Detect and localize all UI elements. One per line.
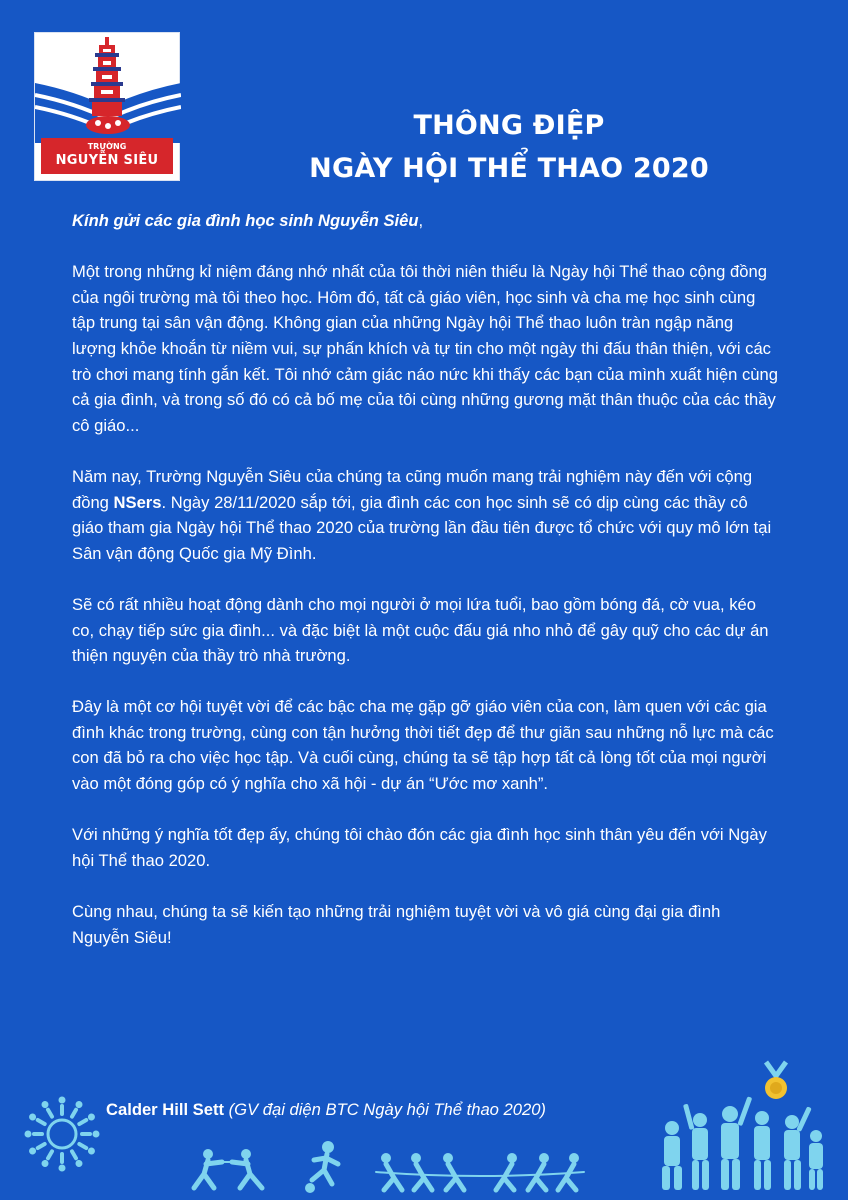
celebrating-team-icon (658, 1096, 828, 1192)
logo-school-name: NGUYỄN SIÊU (55, 153, 159, 168)
greeting-suffix: , (418, 211, 424, 230)
greeting-paragraph (72, 208, 780, 234)
signer-role: (GV đại diện BTC Ngày hội Thể thao 2020) (228, 1100, 546, 1119)
logo-label (41, 138, 173, 174)
tug-of-war-icon (372, 1150, 588, 1194)
nsers-highlight: NSers (113, 492, 162, 512)
page-title (190, 104, 828, 190)
fencing-players-icon (186, 1146, 272, 1192)
logo-small-text: TRƯỜNG (87, 142, 127, 151)
ring-of-people-icon (22, 1094, 102, 1174)
paragraph-3: Sẽ có rất nhiều hoạt động dành cho mọi người ở mọi lứa tuổi, bao gồm bóng đá, cờ vua, kéo co, chạy tiếp sức gia đình... và đặc biệt là một cuộc đấu giá nho nhỏ để gây quỹ cho các dự án thiện nguyện của thầy trò nhà trường. (72, 594, 769, 666)
title-line-1: THÔNG ĐIỆP (413, 110, 605, 141)
pagoda-tower-icon (35, 33, 181, 143)
paragraph-2-end: . Ngày 28/11/2020 sắp tới, gia đình các con học sinh sẽ có dịp cùng các thầy cô giáo tham gia Ngày hội Thể thao 2020 của trường lần đầu tiên được tổ chức với quy mô lớn tại Sân vận động Quốc gia Mỹ Đình. (72, 492, 772, 563)
paragraph-2-start: Năm nay, Trường Nguyễn Siêu của chúng ta cũng muốn mang trải nghiệm này đến với cộng đồng (72, 466, 753, 512)
signature (106, 1098, 546, 1122)
signer-name: Calder Hill Sett (106, 1100, 225, 1119)
letter-body (72, 208, 780, 976)
paragraph-2 (72, 464, 780, 566)
football-player-icon (300, 1140, 352, 1194)
school-logo (34, 32, 180, 181)
paragraph-5: Với những ý nghĩa tốt đẹp ấy, chúng tôi chào đón các gia đình học sinh thân yêu đến với Ngày hội Thể thao 2020. (72, 825, 767, 870)
paragraph-4: Đây là một cơ hội tuyệt vời để các bậc cha mẹ gặp gỡ giáo viên của con, làm quen với các gia đình khác trong trường, cùng con tận hưởng thời tiết đẹp để thư giãn sau những nỗ lực mà các con đã bỏ ra cho việc học tập. Và cuối cùng, chúng ta sẽ tập hợp tất cả lòng tốt của mọi người vào một đóng góp có ý nghĩa cho xã hội - dự án “Ước mơ xanh”. (72, 697, 774, 794)
paragraph-1: Một trong những kỉ niệm đáng nhớ nhất của tôi thời niên thiếu là Ngày hội Thể thao cộng đồng của ngôi trường mà tôi theo học. Hôm đó, tất cả giáo viên, học sinh và cha mẹ học sinh cùng tập trung tại sân vận động. Không gian của những Ngày hội Thể thao luôn tràn ngập năng lượng khỏe khoắn từ niềm vui, sự phấn khích và tự tin cho một ngày thi đấu thân thiện, với các trò chơi mang tính gắn kết. Tôi nhớ cảm giác náo nức khi thấy các bạn của mình xuất hiện cùng cả gia đình, và trong số đó có cả bố mẹ của tôi cùng những gương mặt thân thuộc của các thầy cô giáo... (72, 262, 778, 435)
paragraph-6: Cùng nhau, chúng ta sẽ kiến tạo những trải nghiệm tuyệt vời và vô giá cùng đại gia đình Nguyễn Siêu! (72, 902, 721, 947)
title-line-2: NGÀY HỘI THỂ THAO 2020 (309, 153, 709, 184)
greeting: Kính gửi các gia đình học sinh Nguyễn Siêu (72, 211, 419, 230)
